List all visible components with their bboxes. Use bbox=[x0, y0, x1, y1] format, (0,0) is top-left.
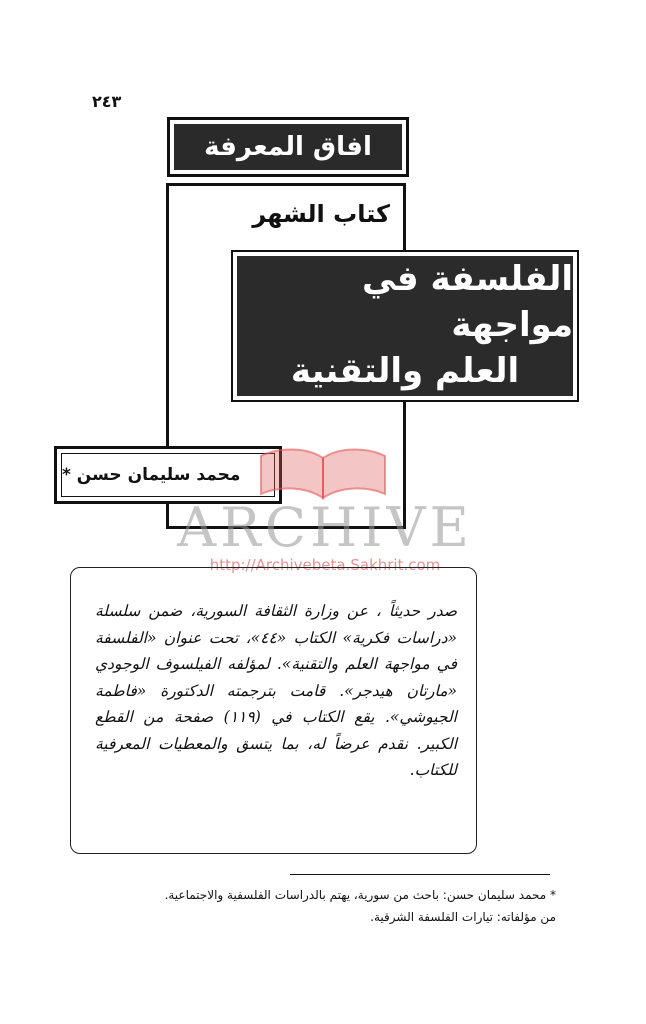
watermark-url[interactable]: http://Archivebeta.Sakhrit.com bbox=[209, 556, 441, 574]
footnote-line-2: من مؤلفاته: تيارات الفلسفة الشرقية. bbox=[370, 910, 556, 924]
book-logo-icon bbox=[255, 440, 391, 502]
series-banner bbox=[167, 117, 409, 177]
footnote-divider bbox=[290, 874, 550, 875]
section-label: كتاب الشهر bbox=[252, 200, 390, 228]
book-title bbox=[237, 256, 573, 396]
watermark-brand: ARCHIVE bbox=[177, 496, 473, 559]
book-title-box bbox=[231, 250, 579, 402]
footnote-line-1: * محمد سليمان حسن: باحث من سورية، يهتم بالدراسات الفلسفية والاجتماعية. bbox=[164, 888, 556, 902]
book-title-line-2: العلم والتقنية bbox=[290, 350, 520, 391]
page-number: ٢٤٣ bbox=[92, 92, 122, 111]
summary-text: صدر حديثاً ، عن وزارة الثقافة السورية، ضمن سلسلة «دراسات فكرية» الكتاب «٤٤»، تحت عنوان «الفلسفة في مواجهة العلم والتقنية». لمؤلفه الفيلسوف الوجودي «مارتان هيدجر». قامت بترجمته الدكتورة «فاطمة الجيوشي». يقع الكتاب في (١١٩) صفحة من القطع الكبير. نقدم عرضاً له، بما يتسق والمعطيات المعرفية للكتاب. bbox=[95, 602, 457, 779]
book-title-line-1: الفلسفة في مواجهة bbox=[362, 259, 573, 346]
author-name: محمد سليمان حسن * bbox=[61, 453, 275, 497]
series-title: افاق المعرفة bbox=[174, 124, 402, 170]
